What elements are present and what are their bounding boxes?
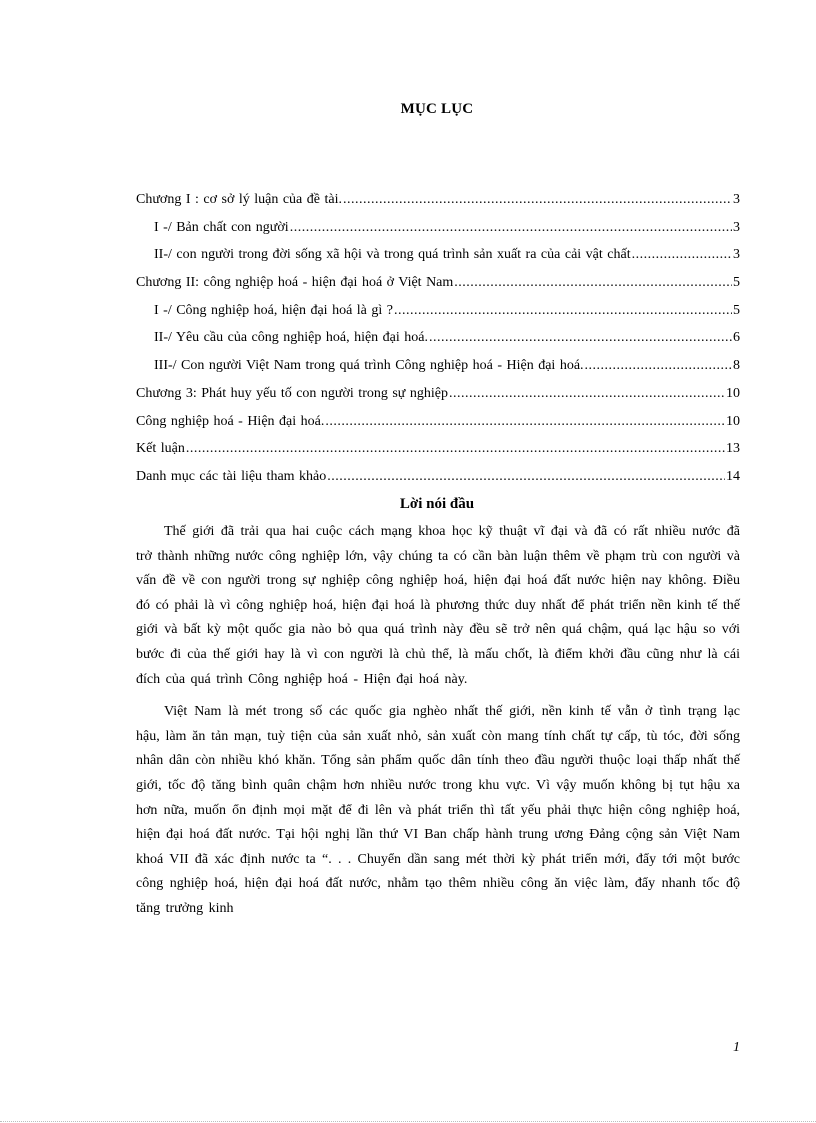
toc-entry[interactable]: [136, 414, 740, 442]
toc-entry-page: 3: [733, 219, 740, 235]
toc-leader-dots: [585, 358, 732, 374]
toc-leader-dots: [449, 386, 725, 402]
toc-entry-text: II-/ Yêu cầu của công nghiệp hoá, hiện đại hoá.: [154, 330, 428, 346]
toc-entry[interactable]: [136, 358, 740, 386]
toc-leader-dots: [343, 192, 732, 208]
toc-entry-text: I -/ Công nghiệp hoá, hiện đại hoá là gì ?: [154, 302, 393, 318]
toc-entry-page: 8: [733, 358, 740, 374]
toc-leader-dots: [394, 303, 732, 319]
preface-title: Lời nói đầu: [399, 496, 475, 512]
toc-entry-page: 6: [733, 330, 740, 346]
toc-entry-text: Chương II: công nghiệp hoá - hiện đại hoá ở Việt Nam: [136, 275, 454, 291]
toc-entry[interactable]: [136, 192, 740, 220]
toc-entry[interactable]: [136, 275, 740, 303]
toc-leader-dots: [186, 441, 725, 457]
toc-entry-text: III-/ Con người Việt Nam trong quá trình Công nghiệp hoá - Hiện đại hoá.: [154, 358, 584, 374]
toc-title: MỤC LỤC: [400, 101, 474, 117]
toc-entry-page: 3: [733, 247, 740, 263]
toc-entry-text: Danh mục các tài liệu tham khảo: [136, 468, 327, 484]
toc-entry[interactable]: [136, 330, 740, 358]
toc-entry-text: Kết luận: [136, 441, 185, 457]
toc-entry-text: Chương I : cơ sở lý luận của đề tài.: [136, 192, 342, 207]
page-bottom-divider: [0, 1121, 816, 1122]
toc-entry-text: II-/ con người trong đời sống xã hội và trong quá trình sản xuất ra của cải vật chất: [154, 247, 631, 263]
table-of-contents: [136, 192, 740, 497]
toc-entry-page: 5: [733, 275, 740, 291]
toc-entry-page: 14: [726, 468, 740, 484]
toc-leader-dots: [325, 414, 725, 430]
body-paragraph: Việt Nam là mét trong số các quốc gia nghèo nhất thế giới, nền kinh tế vẫn ở tình trạng lạc hậu, làm ăn tản mạn, tuỳ tiện của sản xuất nhỏ, sản xuất còn mang tính chất tự cấp, tù tóc, đời sống nhân dân còn nhiều khó khăn. Tổng sản phẩm quốc dân tính theo đầu người thuộc loại thấp nhất thế giới, tốc độ tăng bình quân chậm hơn nhiều nước trong khu vực. Vì vậy muốn không bị tụt hậu xa hơn nữa, muốn ổn định mọi mặt để đi lên và phát triển thì tất yếu phải thực hiện công nghiệp hoá, hiện đại hoá đất nước. Tại hội nghị lần thứ VI Ban chấp hành trung ương Đảng cộng sản Việt Nam khoá VII đã xác định nước ta “. . . Chuyển dần sang mét thời kỳ phát triển mới, đẩy tới một bước công nghiệp hoá, hiện đại hoá đất nước, nhằm tạo thêm nhiều công ăn việc làm, đẩy nhanh tốc độ tăng trưởng kinh: [136, 704, 740, 916]
toc-entry-page: 10: [726, 413, 740, 429]
toc-entry-text: I -/ Bản chất con người: [154, 219, 289, 235]
toc-leader-dots: [429, 330, 732, 346]
page-number: 1: [733, 1040, 740, 1055]
toc-entry[interactable]: [136, 441, 740, 469]
toc-entry-text: Công nghiệp hoá - Hiện đại hoá.: [136, 413, 325, 429]
toc-leader-dots: [290, 220, 732, 236]
toc-entry-text: Chương 3: Phát huy yếu tố con người trong sự nghiệp: [136, 385, 448, 401]
toc-entry[interactable]: [136, 247, 740, 275]
toc-entry-page: 3: [733, 192, 740, 207]
body-paragraph: Thế giới đã trải qua hai cuộc cách mạng khoa học kỹ thuật vĩ đại và đã có rất nhiều nước đã trở thành những nước công nghiệp lớn, vậy chúng ta có cần bàn luận thêm về phạm trù con người và vấn đề về con người trong sự nghiệp công nghiệp hoá, hiện đại hoá đất nước hiện nay không. Điều đó có phải là vì công nghiệp hoá, hiện đại hoá là phương thức duy nhất để phát triển nền kinh tế thế giới và bất kỳ một quốc gia nào bỏ qua quá trình này đều sẽ trở nên quá chậm, quá lạc hậu so với bước đi của thế giới hay là vì con người là chủ thể, là mấu chốt, là điểm khởi đầu cũng như là cái đích của quá trình Công nghiệp hoá - Hiện đại hoá này.: [136, 524, 740, 687]
toc-entry-page: 5: [733, 302, 740, 318]
toc-entry[interactable]: [136, 303, 740, 331]
toc-leader-dots: [327, 469, 725, 485]
toc-entry[interactable]: [136, 220, 740, 248]
toc-entry[interactable]: [136, 386, 740, 414]
toc-leader-dots: [454, 275, 732, 291]
toc-leader-dots: [632, 247, 732, 263]
toc-entry[interactable]: [136, 469, 740, 497]
toc-entry-page: 10: [726, 385, 740, 401]
toc-entry-page: 13: [726, 441, 740, 457]
preface-body: [136, 520, 740, 930]
